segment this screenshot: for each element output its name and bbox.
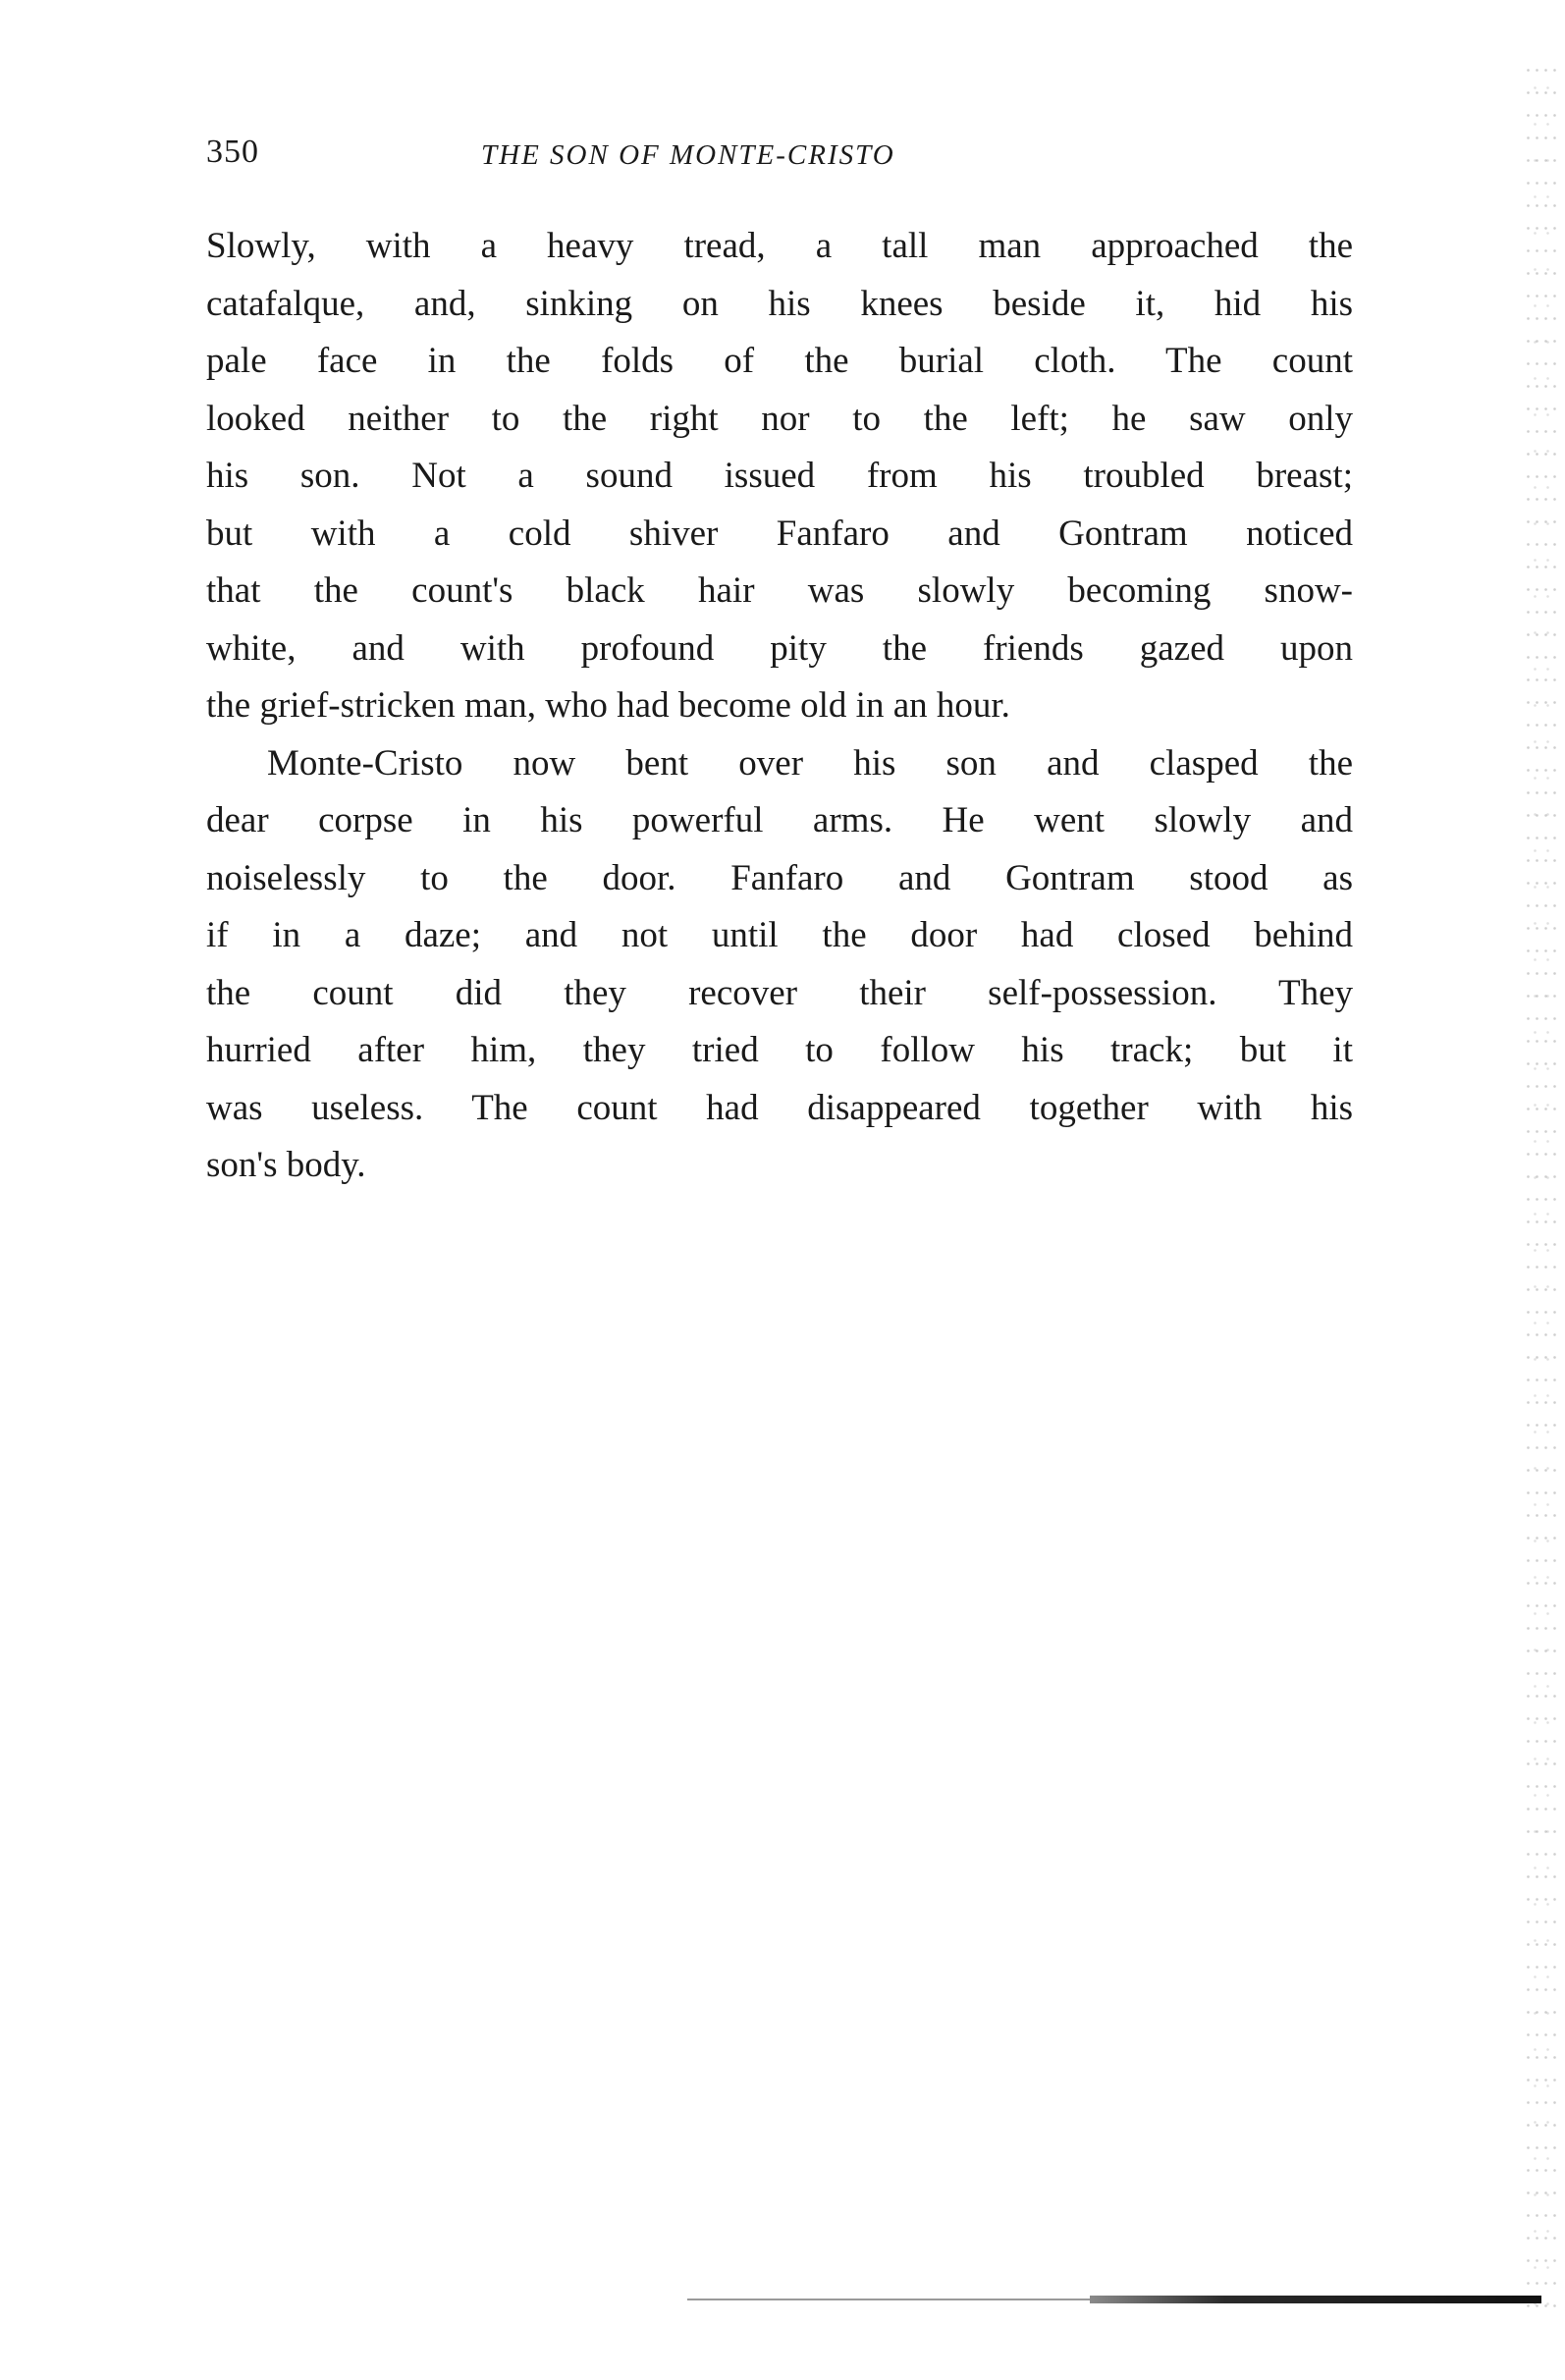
text-line: looked neither to the right nor to the left; he saw only [206, 398, 1353, 439]
scan-edge-artifact [1524, 59, 1559, 2317]
text-line: dear corpse in his powerful arms. He went slowly and [206, 800, 1353, 840]
text-line: catafalque, and, sinking on his knees beside it, hid his [206, 283, 1353, 324]
page-number: 350 [206, 134, 259, 170]
running-title: THE SON OF MONTE-CRISTO [481, 139, 895, 171]
paragraph-1 [206, 218, 1353, 735]
text-line: if in a daze; and not until the door had closed behind [206, 915, 1353, 955]
text-line: but with a cold shiver Fanfaro and Gontram noticed [206, 513, 1353, 554]
text-line: hurried after him, they tried to follow his track; but it [206, 1030, 1353, 1070]
text-line: was useless. The count had disappeared together with his [206, 1087, 1353, 1128]
text-line: pale face in the folds of the burial cloth. The count [206, 341, 1353, 381]
text-line: the count did they recover their self-possession. They [206, 972, 1353, 1013]
body-text [206, 218, 1353, 1195]
text-line: noiselessly to the door. Fanfaro and Gontram stood as [206, 857, 1353, 898]
paragraph-2 [206, 735, 1353, 1195]
text-line: Slowly, with a heavy tread, a tall man approached the [206, 226, 1353, 266]
text-line: son's body. [206, 1145, 366, 1185]
text-line: Monte-Cristo now bent over his son and clasped the [267, 742, 1353, 784]
text-line: white, and with profound pity the friends gazed upon [206, 627, 1353, 669]
scan-bottom-rule [687, 2299, 1100, 2300]
text-line: the grief-stricken man, who had become old in an hour. [206, 685, 1010, 726]
text-line: that the count's black hair was slowly becoming snow- [206, 570, 1353, 611]
scan-bottom-shadow [1090, 2296, 1541, 2303]
text-line: his son. Not a sound issued from his troubled breast; [206, 456, 1353, 496]
